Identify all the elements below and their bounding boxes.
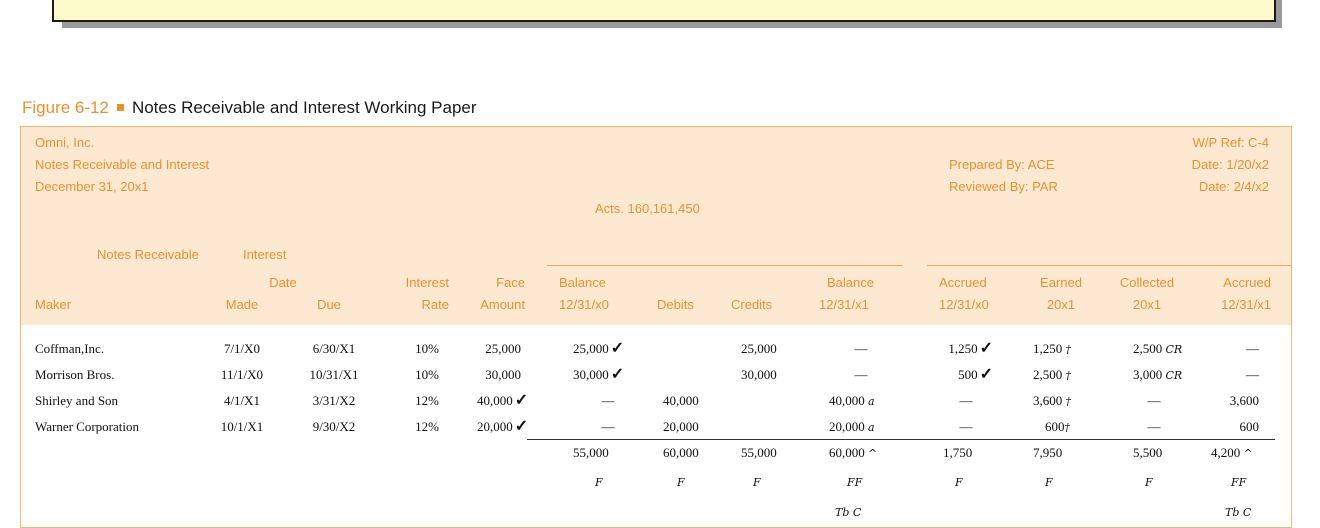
schedule-name: Notes Receivable and Interest	[35, 157, 210, 172]
col-earned-1: Earned	[1040, 275, 1082, 290]
cell-face: 20,000 ✓	[477, 418, 529, 435]
total-rule	[527, 439, 1275, 440]
foot-mark: F	[595, 476, 603, 489]
cell-maker: Shirley and Son	[35, 393, 119, 408]
total-balance-x0: 55,000	[573, 445, 609, 460]
check-icon: ✓	[610, 340, 625, 357]
cell-face: 40,000 ✓	[477, 392, 529, 409]
cell-maker: Morrison Bros.	[35, 367, 115, 382]
cell-accrued-x1: 3,600	[1229, 393, 1259, 408]
rule-balance-group	[547, 265, 903, 266]
trial-balance-ref: Tb C	[1225, 506, 1252, 519]
cell-credits: 25,000	[741, 341, 777, 356]
cell-made: 4/1/X1	[223, 393, 261, 408]
foot-mark: F	[753, 476, 761, 489]
cell-made: 7/1/X0	[223, 341, 261, 356]
bullet-icon	[117, 104, 124, 111]
cell-earned: 3,600 †	[1033, 393, 1071, 408]
cell-rate: 10%	[415, 341, 439, 356]
prepared-date: Date: 1/20/x2	[1191, 157, 1269, 172]
col-balance-x0-2: 12/31/x0	[559, 297, 609, 312]
cell-face: 25,000	[485, 341, 521, 356]
cell-collected: —	[1147, 419, 1161, 434]
col-rate: Rate	[421, 297, 449, 312]
cell-accrued-x0: —	[959, 393, 973, 408]
cell-collected: 2,500 CR	[1133, 341, 1183, 356]
col-debits: Debits	[657, 297, 694, 312]
prepared-by: Prepared By: ACE	[949, 157, 1055, 172]
reviewed-by: Reviewed By: PAR	[949, 179, 1058, 194]
figure-number: Figure 6-12	[22, 98, 109, 117]
foot-mark: F	[677, 476, 685, 489]
cell-credits: 30,000	[741, 367, 777, 382]
foot-mark: F	[1145, 476, 1153, 489]
cell-face: 30,000	[485, 367, 521, 382]
accounts-ref: Acts. 160,161,450	[595, 201, 700, 216]
trial-balance-ref: Tb C	[835, 506, 862, 519]
check-icon: ✓	[514, 418, 529, 435]
cell-due: 6/30/X1	[312, 341, 356, 356]
cell-balance-x1: —	[854, 341, 868, 356]
col-accrued-x0-2: 12/31/x0	[939, 297, 989, 312]
cell-accrued-x0: 500 ✓	[958, 366, 993, 383]
cell-debits: 20,000	[663, 419, 699, 434]
total-collected: 5,500	[1133, 445, 1163, 460]
cell-earned: 600†	[1045, 419, 1070, 434]
col-accrued-x1-1: Accrued	[1223, 275, 1271, 290]
cash-receipt-mark: CR	[1165, 369, 1183, 382]
rule-interest-group	[927, 265, 1291, 266]
reviewed-date: Date: 2/4/x2	[1198, 179, 1269, 194]
cell-rate: 12%	[415, 419, 439, 434]
total-accrued-x1: 4,200 ^	[1211, 445, 1253, 460]
total-accrued-x0: 1,750	[943, 445, 973, 460]
cash-receipt-mark: CR	[1165, 343, 1183, 356]
col-due: Due	[317, 297, 341, 312]
check-icon: ✓	[610, 366, 625, 383]
col-maker: Maker	[35, 297, 72, 312]
col-amount: Amount	[480, 297, 525, 312]
total-balance-x1: 60,000 ^	[829, 445, 878, 460]
cell-accrued-x1: —	[1246, 367, 1259, 382]
figure-caption	[22, 98, 477, 118]
working-paper	[20, 126, 1292, 528]
check-icon: ✓	[514, 392, 529, 409]
cell-debits: 40,000	[663, 393, 699, 408]
cell-balance-x1: 20,000 a	[829, 419, 875, 434]
cell-accrued-x1: 600	[1239, 419, 1259, 434]
cell-rate: 12%	[415, 393, 439, 408]
cell-earned: 1,250 †	[1033, 341, 1071, 356]
tickmark-a: a	[868, 421, 875, 434]
cell-made: 10/1/X1	[220, 419, 264, 434]
total-credits: 55,000	[741, 445, 777, 460]
cell-accrued-x0: —	[959, 419, 973, 434]
col-interest-1: Interest	[405, 275, 449, 290]
col-accrued-x1-2: 12/31/x1	[1221, 297, 1271, 312]
tickmark-icon: †	[1064, 421, 1070, 434]
figure-title: Notes Receivable and Interest Working Paper	[131, 98, 477, 117]
check-icon: ✓	[979, 366, 993, 383]
col-balance-x1-2: 12/31/x1	[819, 297, 869, 312]
cell-balance-x0: 25,000 ✓	[573, 340, 625, 357]
tickmark-icon: †	[1065, 369, 1071, 382]
crossfoot-mark: FF	[847, 476, 863, 489]
col-date-group: Date	[269, 275, 297, 290]
tickmark-a: a	[868, 395, 875, 408]
cell-balance-x0: 30,000 ✓	[573, 366, 625, 383]
cell-accrued-x0: 1,250 ✓	[948, 340, 993, 357]
col-credits: Credits	[731, 297, 773, 312]
callout-box	[52, 0, 1276, 22]
cell-maker: Coffman,Inc.	[35, 341, 105, 356]
cell-collected: —	[1147, 393, 1161, 408]
col-collected-1: Collected	[1119, 275, 1175, 290]
foot-mark: F	[1045, 476, 1053, 489]
col-accrued-x0-1: Accrued	[939, 275, 987, 290]
total-earned: 7,950	[1033, 445, 1063, 460]
caret-mark: ^	[868, 447, 878, 460]
cell-balance-x1: —	[854, 367, 868, 382]
total-debits: 60,000	[663, 445, 699, 460]
cell-balance-x1: 40,000 a	[829, 393, 875, 408]
col-face-1: Face	[496, 275, 525, 290]
cell-balance-x0: —	[601, 393, 615, 408]
cell-due: 3/31/X2	[312, 393, 356, 408]
cell-due: 9/30/X2	[312, 419, 356, 434]
cell-accrued-x1: —	[1246, 341, 1259, 356]
cell-rate: 10%	[415, 367, 439, 382]
col-earned-2: 20x1	[1046, 297, 1076, 312]
cell-maker: Warner Corporation	[35, 419, 139, 434]
cell-balance-x0: —	[601, 419, 615, 434]
company-name: Omni, Inc.	[35, 135, 95, 150]
cell-made: 11/1/X0	[220, 367, 264, 382]
col-made: Made	[225, 297, 259, 312]
section-notes-receivable: Notes Receivable	[97, 247, 199, 262]
foot-mark: F	[955, 476, 963, 489]
col-balance-x1-1: Balance	[827, 275, 874, 290]
col-collected-2: 20x1	[1132, 297, 1162, 312]
section-interest: Interest	[243, 247, 287, 262]
schedule-date: December 31, 20x1	[35, 179, 149, 194]
tickmark-icon: †	[1065, 395, 1071, 408]
caret-mark: ^	[1243, 447, 1253, 460]
cell-due: 10/31/X1	[309, 367, 359, 382]
cell-collected: 3,000 CR	[1133, 367, 1183, 382]
wp-ref: W/P Ref: C-4	[1192, 135, 1269, 150]
tickmark-icon: †	[1065, 343, 1071, 356]
col-balance-x0-1: Balance	[559, 275, 606, 290]
check-icon: ✓	[979, 340, 993, 357]
crossfoot-mark: FF	[1231, 476, 1247, 489]
cell-earned: 2,500 †	[1033, 367, 1071, 382]
